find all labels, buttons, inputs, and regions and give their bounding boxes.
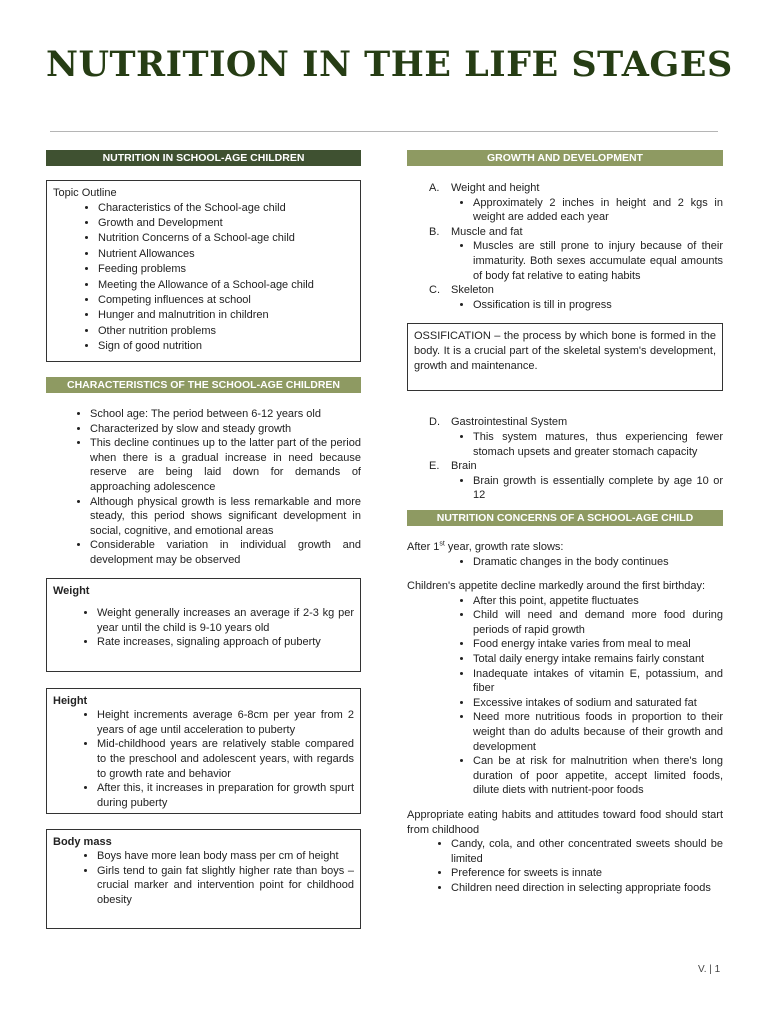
- list-item: • Competing influences at school: [98, 293, 354, 308]
- weight-list: [53, 606, 354, 650]
- left-column: [46, 150, 361, 929]
- list-item: • Characteristics of the School-age child: [98, 201, 354, 216]
- ossification-definition: OSSIFICATION – the process by which bone is formed in the body. It is a crucial part of the skeletal system's development, growth and maintenance.: [414, 330, 716, 372]
- list-item: • Meeting the Allowance of a School-age child: [98, 278, 354, 293]
- page-title: NUTRITION IN THE LIFE STAGES: [46, 44, 733, 85]
- growth-sublist: [407, 196, 723, 225]
- growth-sublist: [407, 474, 723, 503]
- growth-list-abc: [407, 181, 723, 312]
- growth-item-label: Skeleton: [451, 284, 494, 297]
- characteristics-list: [46, 407, 361, 568]
- list-item: • Nutrition Concerns of a School-age child: [98, 231, 354, 246]
- appetite-list: [407, 594, 723, 798]
- growth-item-label: Weight and height: [451, 182, 540, 194]
- list-item: • Hunger and malnutrition in children: [98, 308, 354, 323]
- list-item: • Weight generally increases an average if 2-3 kg per year until the child is 9-10 years old: [97, 606, 354, 635]
- list-item: • Feeding problems: [98, 262, 354, 277]
- list-item: • Mid-childhood years are relatively stable compared to the preschool and adolescent years, with regards to growth rate and behavior: [97, 737, 354, 781]
- after-first-year-text: After 1st year, growth rate slows:: [407, 540, 564, 553]
- list-item: • School age: The period between 6-12 years old: [90, 407, 361, 422]
- right-column: [407, 150, 723, 896]
- topic-outline-list: [53, 201, 354, 355]
- section-header-nutrition-concerns: NUTRITION CONCERNS OF A SCHOOL-AGE CHILD: [407, 510, 723, 526]
- list-item: • Boys have more lean body mass per cm of height: [97, 849, 354, 864]
- section-header-school-age: NUTRITION IN SCHOOL-AGE CHILDREN: [46, 150, 361, 166]
- list-item: • Candy, cola, and other concentrated sweets should be limited: [451, 837, 723, 866]
- list-item: • After this point, appetite fluctuates: [473, 594, 723, 609]
- list-item: • Total daily energy intake remains fairly constant: [473, 652, 723, 667]
- list-item: • Children need direction in selecting appropriate foods: [451, 881, 723, 896]
- list-item: • Excessive intakes of sodium and saturated fat: [473, 696, 723, 711]
- after-first-year-list: [407, 555, 723, 570]
- growth-item-e: E. Brain: [429, 460, 477, 473]
- growth-item-c: C. Skeleton: [429, 284, 494, 297]
- habits-list: [407, 837, 723, 895]
- list-item: • This system matures, thus experiencing fewer stomach upsets and greater stomach capacity: [473, 430, 723, 459]
- body-mass-list: [53, 849, 354, 907]
- list-item: • Nutrient Allowances: [98, 247, 354, 262]
- list-item: • Growth and Development: [98, 216, 354, 231]
- growth-list-de: [407, 415, 723, 503]
- growth-sublist: [407, 430, 723, 459]
- ossification-box: [407, 323, 723, 391]
- growth-item-b: B. Muscle and fat: [429, 225, 523, 238]
- list-item: • Brain growth is essentially complete by age 10 or 12: [473, 474, 723, 503]
- list-item: • Inadequate intakes of vitamin E, potassium, and fiber: [473, 667, 723, 696]
- list-item: • Height increments average 6-8cm per year from 2 years of age until acceleration to puberty: [97, 708, 354, 737]
- list-item: • Considerable variation in individual growth and development may be observed: [90, 538, 361, 567]
- list-item: • Child will need and demand more food during periods of rapid growth: [473, 608, 723, 637]
- height-heading: Height: [53, 694, 88, 707]
- growth-sublist: [407, 298, 723, 313]
- growth-sublist: [407, 239, 723, 283]
- growth-item-label: Brain: [451, 460, 477, 473]
- weight-heading: Weight: [53, 584, 90, 597]
- habits-intro: Appropriate eating habits and attitudes toward food should start from childhood: [407, 809, 723, 836]
- topic-outline-box: [46, 180, 361, 362]
- list-item: • Characterized by slow and steady growth: [90, 422, 361, 437]
- list-item: • Rate increases, signaling approach of puberty: [97, 635, 354, 650]
- growth-item-d: D. Gastrointestinal System: [429, 416, 568, 429]
- section-header-characteristics: CHARACTERISTICS OF THE SCHOOL-AGE CHILDREN: [46, 377, 361, 393]
- body-mass-box: [46, 829, 361, 929]
- list-item: • Approximately 2 inches in height and 2 kgs in weight are added each year: [473, 196, 723, 225]
- page-number: V. | 1: [698, 964, 721, 975]
- list-item: • Food energy intake varies from meal to meal: [473, 637, 723, 652]
- list-item: • Dramatic changes in the body continues: [473, 555, 723, 570]
- appetite-intro: Children's appetite decline markedly around the first birthday:: [407, 580, 706, 593]
- growth-item-a: A. Weight and height: [429, 182, 540, 194]
- section-header-growth: GROWTH AND DEVELOPMENT: [407, 150, 723, 166]
- body-mass-heading: Body mass: [53, 835, 112, 848]
- list-item: • Need more nutritious foods in proportion to their weight than do adults because of their growth and development: [473, 710, 723, 754]
- height-box: [46, 688, 361, 814]
- topic-outline-heading: Topic Outline: [53, 187, 117, 199]
- list-item: • Girls tend to gain fat slightly higher rate than boys – crucial marker and intervention point for childhood obesity: [97, 864, 354, 908]
- list-item: • This decline continues up to the latter part of the period when there is a gradual increase in need because reserve are being laid down for demands of approaching adolescence: [90, 436, 361, 494]
- list-item: • Other nutrition problems: [98, 324, 354, 339]
- list-item: • After this, it increases in preparation for growth spurt during puberty: [97, 781, 354, 810]
- list-item: • Preference for sweets is innate: [451, 866, 723, 881]
- growth-item-label: Gastrointestinal System: [451, 416, 568, 429]
- title-divider: [50, 131, 718, 132]
- weight-box: [46, 578, 361, 672]
- list-item: • Sign of good nutrition: [98, 339, 354, 354]
- list-item: • Muscles are still prone to injury because of their immaturity. Both sexes accumulate equal amounts of body fat relative to eating habits: [473, 239, 723, 283]
- list-item: • Can be at risk for malnutrition when there's long duration of poor appetite, accept limited foods, dilute diets with nutrient-poor foods: [473, 754, 723, 798]
- growth-item-label: Muscle and fat: [451, 225, 523, 238]
- list-item: • Although physical growth is less remarkable and more steady, this period shows significant development in social, cognitive, and emotional areas: [90, 495, 361, 539]
- height-list: [53, 708, 354, 810]
- list-item: • Ossification is till in progress: [473, 298, 723, 313]
